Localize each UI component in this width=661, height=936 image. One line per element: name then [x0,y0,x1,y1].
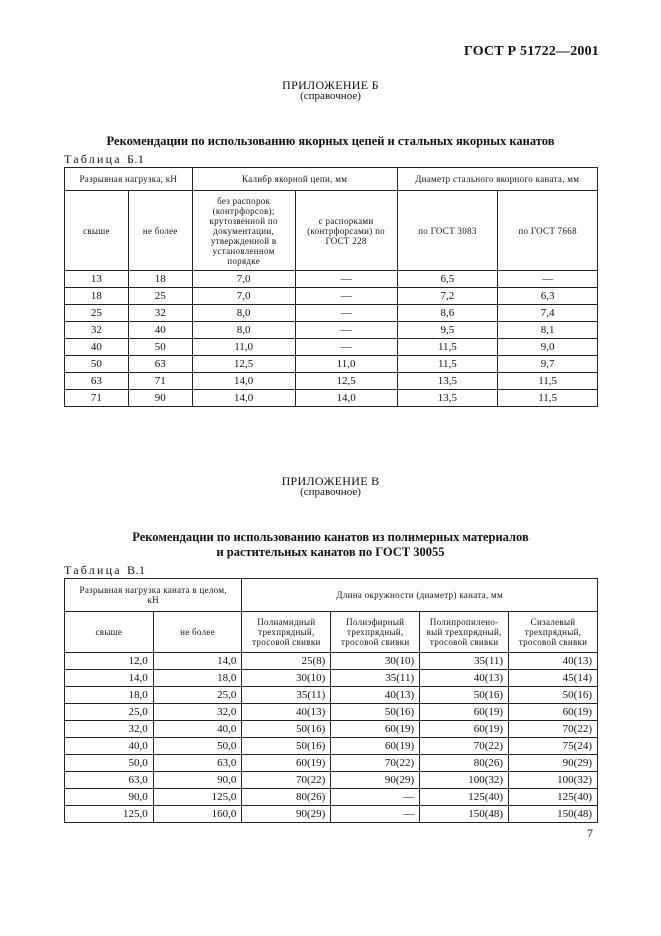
table-v1-row [65,755,598,772]
table-v1-row-cell: 125(40) [420,789,509,806]
table-v1-row-cell: 14,0 [65,670,154,687]
table-v1-row-cell: 90,0 [65,789,154,806]
table-v1-row-cell: 90(29) [331,772,420,789]
table-b1-row-cell: 7,2 [397,288,498,305]
table-v1-header-over: свыше [65,612,154,653]
table-b1-row [65,322,598,339]
table-v1-row-cell: 90(29) [509,755,598,772]
table-b1-row-cell: 11,5 [498,373,598,390]
table-v1-row-cell: 90,0 [153,772,242,789]
table-v1-row [65,806,598,823]
table-b1-row-cell: 8,1 [498,322,598,339]
table-b1-row [65,390,598,407]
table-v1-row [65,721,598,738]
table-b1-row-cell: 8,0 [192,322,295,339]
table-v1-row-cell: 14,0 [153,653,242,670]
table-b1-row-cell: 63 [128,356,192,373]
table-b1-row-cell: 11,0 [192,339,295,356]
table-b1-row-cell: 90 [128,390,192,407]
table-v1-label-word: Таблица [64,563,122,577]
table-b1-body [65,271,598,407]
table-b1-row-cell: 6,3 [498,288,598,305]
table-b1-row-cell: 7,0 [192,288,295,305]
table-v1-row-cell: 90(29) [242,806,331,823]
table-v1-row-cell: 50,0 [65,755,154,772]
table-b1-row-cell: 11,5 [397,356,498,373]
table-v1 [64,578,598,823]
table-b1-row-cell: 13,5 [397,390,498,407]
table-v1-row-cell: 160,0 [153,806,242,823]
table-v1-row-cell: 125,0 [153,789,242,806]
table-b1-row-cell: 71 [65,390,129,407]
table-v1-row-cell: 40(13) [331,687,420,704]
table-v1-row-cell: 60(19) [242,755,331,772]
table-v1-row-cell: 25,0 [153,687,242,704]
table-v1-row [65,704,598,721]
table-v1-row-cell: 63,0 [153,755,242,772]
table-b1-row-cell: 7,0 [192,271,295,288]
table-v1-row-cell: 50(16) [242,721,331,738]
table-b1-row [65,271,598,288]
table-b1-row-cell: — [295,339,397,356]
table-b1-row-cell: 71 [128,373,192,390]
table-b1-row-cell: 11,5 [397,339,498,356]
table-v1-row [65,738,598,755]
table-v1-row-cell: 100(32) [509,772,598,789]
table-b1-header-diameter: Диаметр стального якорного каната, мм [397,168,597,191]
table-b1-row-cell: 8,6 [397,305,498,322]
table-v1-row-cell: 60(19) [420,704,509,721]
table-v1-row-cell: 18,0 [153,670,242,687]
table-v1-row-cell: 45(14) [509,670,598,687]
table-b1-header-over: свыше [65,191,129,271]
table-b1-row [65,305,598,322]
table-b1-row-cell: 25 [65,305,129,322]
table-b1-header-with-studs: с распорками (контрфорсами) по ГОСТ 228 [295,191,397,271]
table-v1-row-cell: 30(10) [331,653,420,670]
annex-v-heading-line1: Рекомендации по использованию канатов из полимерных материалов [132,530,529,544]
table-b1-header-load: Разрывная нагрузка, кН [65,168,193,191]
table-b1-row-cell: 32 [65,322,129,339]
table-b1-row-cell: 25 [128,288,192,305]
table-v1-row-cell: — [331,806,420,823]
table-b1-row-cell: — [498,271,598,288]
table-b1-row-cell: 11,5 [498,390,598,407]
annex-b-subtitle: (справочное) [300,90,361,102]
table-v1-row-cell: 40(13) [420,670,509,687]
table-b1-header-caliber: Калибр якорной цепи, мм [192,168,397,191]
table-v1-body [65,653,598,823]
table-v1-header-polypropylene: Полипропилено-вый трехпрядный, тросовой свивки [420,612,509,653]
table-v1-header-polyamide: Полиамидный трехпрядный, тросовой свивки [242,612,331,653]
table-b1-row-cell: 12,5 [295,373,397,390]
table-b1-row-cell: — [295,322,397,339]
table-v1-row-cell: 35(11) [242,687,331,704]
table-b1-row-cell: 32 [128,305,192,322]
table-v1-row-cell: 25,0 [65,704,154,721]
table-v1-row-cell: 75(24) [509,738,598,755]
table-v1-header-length: Длина окружности (диаметр) каната, мм [242,579,598,612]
table-b1-row-cell: 63 [65,373,129,390]
standard-header: ГОСТ Р 51722—2001 [463,44,599,59]
table-v1-row [65,653,598,670]
table-b1-row [65,339,598,356]
table-v1-row-cell: 50(16) [242,738,331,755]
table-v1-row-cell: 125,0 [65,806,154,823]
table-v1-header-not-more: не более [153,612,242,653]
table-b1-header-not-more: не более [128,191,192,271]
table-v1-row [65,789,598,806]
table-v1-header-load: Разрывная нагрузка каната в целом, кН [65,579,242,612]
table-v1-row-cell: 70(22) [242,772,331,789]
table-v1-header-polyester: Полиэфирный трехпрядный, тросовой свивки [331,612,420,653]
table-v1-row-cell: — [331,789,420,806]
table-v1-row-cell: 12,0 [65,653,154,670]
table-b1-row [65,356,598,373]
table-b1-row-cell: 18 [65,288,129,305]
table-b1-row [65,288,598,305]
table-b1-row-cell: 14,0 [295,390,397,407]
table-b1-number: Б.1 [126,152,145,166]
table-b1-row-cell: — [295,271,397,288]
table-v1-row [65,670,598,687]
table-b1-label [64,152,144,167]
annex-v-subtitle: (справочное) [300,486,361,498]
table-v1-row-cell: 150(48) [420,806,509,823]
table-b1-row-cell: 9,5 [397,322,498,339]
table-v1-row-cell: 60(19) [331,721,420,738]
table-b1-row-cell: 13 [65,271,129,288]
table-v1-row-cell: 50(16) [331,704,420,721]
table-v1-row-cell: 63,0 [65,772,154,789]
table-v1-row-cell: 60(19) [331,738,420,755]
table-v1-row-cell: 32,0 [153,704,242,721]
table-b1-row-cell: 9,7 [498,356,598,373]
table-b1-row [65,373,598,390]
table-b1-row-cell: 7,4 [498,305,598,322]
table-b1-row-cell: — [295,288,397,305]
table-v1-row-cell: 80(26) [242,789,331,806]
table-v1-row-cell: 18,0 [65,687,154,704]
table-b1-row-cell: 14,0 [192,390,295,407]
table-b1-row-cell: 12,5 [192,356,295,373]
table-b1-row-cell: 50 [128,339,192,356]
table-v1-row-cell: 125(40) [509,789,598,806]
table-b1-row-cell: 8,0 [192,305,295,322]
table-b1-row-cell: 18 [128,271,192,288]
table-b1-row-cell: 40 [128,322,192,339]
table-v1-number: В.1 [126,563,146,577]
table-b1-row-cell: 14,0 [192,373,295,390]
table-v1-row-cell: 80(26) [420,755,509,772]
table-b1 [64,167,598,407]
table-b1-row-cell: 40 [65,339,129,356]
table-v1-row-cell: 150(48) [509,806,598,823]
table-v1-row-cell: 40,0 [153,721,242,738]
page-number: 7 [587,826,593,840]
table-b1-row-cell: 9,0 [498,339,598,356]
table-v1-row [65,687,598,704]
annex-v-heading-line2: и растительных канатов по ГОСТ 30055 [216,545,445,559]
table-v1-row-cell: 50(16) [420,687,509,704]
table-v1-row-cell: 100(32) [420,772,509,789]
table-v1-row-cell: 70(22) [420,738,509,755]
table-v1-header-sisal: Сизалевый трехпрядный, тросовой свивки [509,612,598,653]
table-v1-row-cell: 30(10) [242,670,331,687]
table-b1-header-gost-3083: по ГОСТ 3083 [397,191,498,271]
table-v1-row-cell: 60(19) [509,704,598,721]
table-v1-row [65,772,598,789]
table-v1-label [64,563,145,578]
table-b1-row-cell: 50 [65,356,129,373]
table-b1-header-gost-7668: по ГОСТ 7668 [498,191,598,271]
table-v1-row-cell: 35(11) [420,653,509,670]
table-b1-header-no-studs: без распорок (контрфорсов); крутозвенной по документации, утвержденной в установленном порядке [192,191,295,271]
table-v1-row-cell: 70(22) [509,721,598,738]
table-v1-row-cell: 32,0 [65,721,154,738]
annex-b-title: ПРИЛОЖЕНИЕ Б [282,78,379,92]
table-v1-row-cell: 40(13) [509,653,598,670]
table-v1-row-cell: 60(19) [420,721,509,738]
annex-b-heading: Рекомендации по использованию якорных цепей и стальных якорных канатов [106,134,555,148]
table-b1-row-cell: — [295,305,397,322]
table-v1-row-cell: 50,0 [153,738,242,755]
table-v1-row-cell: 25(8) [242,653,331,670]
table-b1-row-cell: 6,5 [397,271,498,288]
table-b1-label-word: Таблица [64,152,122,166]
table-v1-row-cell: 50(16) [509,687,598,704]
table-b1-row-cell: 11,0 [295,356,397,373]
table-v1-row-cell: 35(11) [331,670,420,687]
annex-v-title: ПРИЛОЖЕНИЕ В [281,474,380,488]
table-v1-row-cell: 40,0 [65,738,154,755]
table-b1-row-cell: 13,5 [397,373,498,390]
table-v1-row-cell: 70(22) [331,755,420,772]
table-v1-row-cell: 40(13) [242,704,331,721]
